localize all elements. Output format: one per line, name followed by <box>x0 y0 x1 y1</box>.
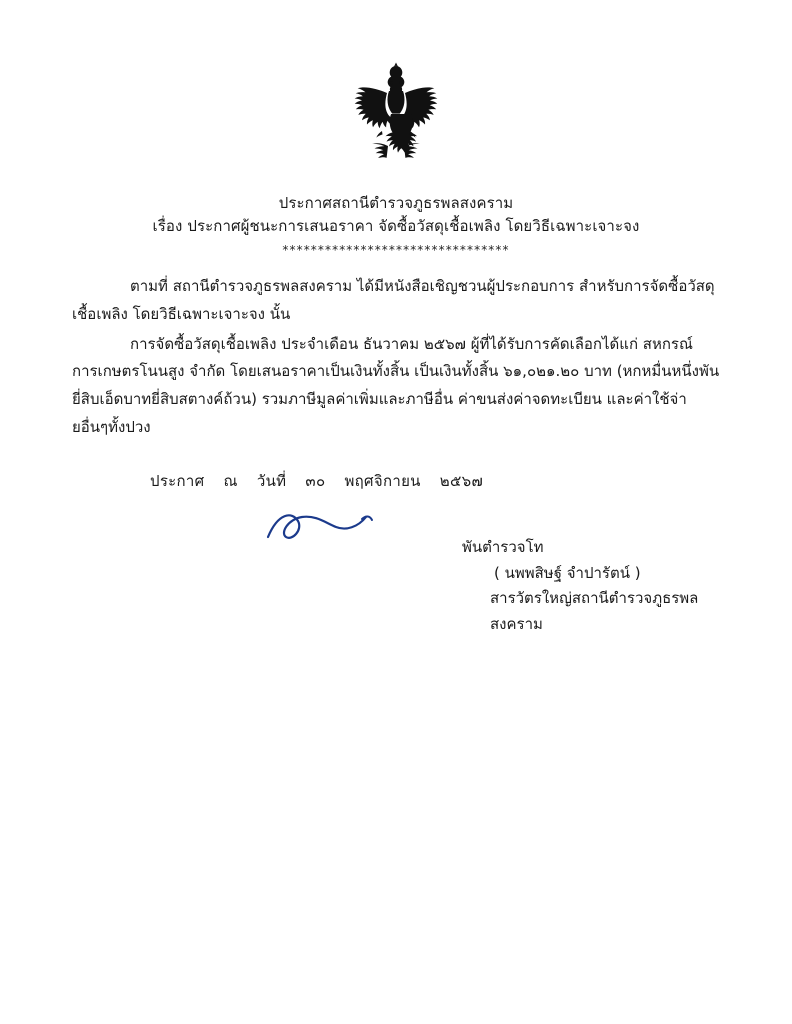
signature-rank: พันตำรวจโท <box>462 538 544 557</box>
notice-year: ๒๕๖๗ <box>439 471 484 490</box>
notice-day: ๓๐ <box>305 471 326 490</box>
paragraph-2: การจัดซื้อวัสดุเชื้อเพลิง ประจำเดือน ธันวาคม ๒๕๖๗ ผู้ที่ได้รับการคัดเลือกได้แก่ สหกรณ์การเกษตรโนนสูง จำกัด โดยเสนอราคาเป็นเงินทั้งสิ้น เป็นเงินทั้งสิ้น ๖๑,๐๒๑.๒๐ บาท (หกหมื่นหนึ่งพันยี่สิบเอ็ดบาทยี่สิบสตางค์ถ้วน) รวมภาษีมูลค่าเพิ่มและภาษีอื่น ค่าขนส่งค่าจดทะเบียน และค่าใช้จ่ายอื่นๆทั้งปวง <box>72 334 720 436</box>
notice-label: ประกาศ <box>150 471 205 490</box>
emblem-container <box>72 58 720 178</box>
signature-block <box>72 535 720 637</box>
document-heading <box>72 192 720 259</box>
heading-line-2: เรื่อง ประกาศผู้ชนะการเสนอราคา จัดซื้อวัสดุเชื้อเพลิง โดยวิธีเฉพาะเจาะจง <box>152 217 640 236</box>
garuda-emblem-icon <box>336 58 456 178</box>
notice-date-line <box>72 468 720 496</box>
signature-name: ( นพพสิษฐ์ จำปารัตน์ ) <box>494 563 641 582</box>
paragraph-1: ตามที่ สถานีตำรวจภูธรพลสงคราม ได้มีหนังสือเชิญชวนผู้ประกอบการ สำหรับการจัดซื้อวัสดุเชื้อเพลิง โดยวิธีเฉพาะเจาะจง นั้น <box>72 277 715 323</box>
heading-separator: ******************************** <box>282 242 510 257</box>
heading-line-1: ประกาศสถานีตำรวจภูธรพลสงคราม <box>278 194 514 212</box>
signature-position: สารวัตรใหญ่สถานีตำรวจภูธรพลสงคราม <box>490 589 699 633</box>
notice-at: ณ <box>223 471 238 490</box>
document-body <box>72 273 720 495</box>
notice-date-label: วันที่ <box>256 471 287 490</box>
handwritten-signature-icon <box>262 507 382 549</box>
notice-month: พฤศจิกายน <box>344 471 421 490</box>
